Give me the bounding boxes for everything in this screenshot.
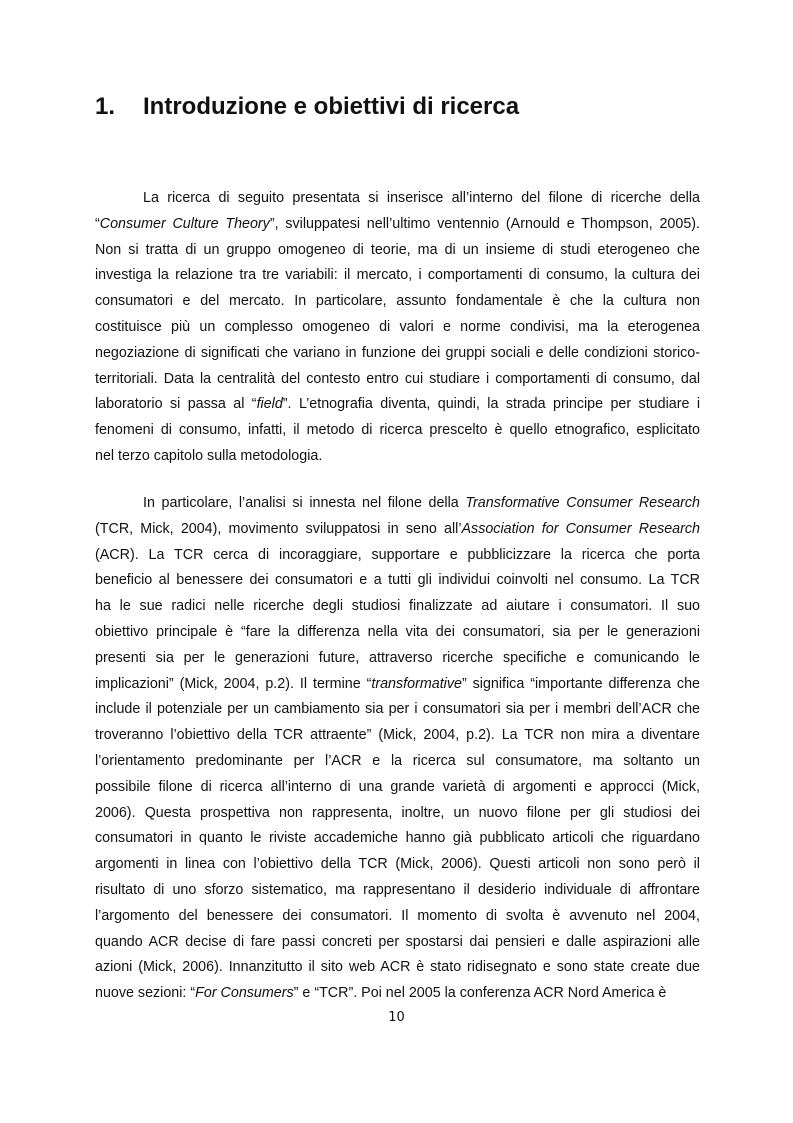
text-segment: Non si tratta di un gruppo omogeneo di teorie, ma di un insieme di studi eterogeneo che	[95, 241, 700, 258]
text-segment: (ACR). La TCR cerca di incoraggiare, supportare e pubblicizzare la ricerca che porta	[95, 546, 700, 563]
text-line	[95, 212, 700, 238]
paragraph-1	[95, 186, 700, 470]
text-line	[95, 930, 700, 956]
text-line	[95, 568, 700, 594]
text-segment: nuove sezioni: “	[95, 985, 196, 1002]
text-segment: costituisce più un complesso omogeneo di valori e norme condivisi, ma la eterogenea	[95, 318, 700, 335]
text-line	[95, 517, 700, 543]
text-line	[95, 852, 700, 878]
text-segment: l’orientamento predominante per l’ACR e la ricerca sul consumatore, ma soltanto un	[95, 752, 700, 769]
text-segment: azioni (Mick, 2006). Innanzitutto il sito web ACR è stato ridisegnato e sono state create due	[95, 959, 700, 976]
italic-term: For Consumers	[195, 985, 294, 1002]
text-line	[95, 620, 700, 646]
text-line	[95, 775, 700, 801]
text-line	[95, 672, 700, 698]
text-line	[95, 444, 700, 470]
text-line	[95, 238, 700, 264]
text-segment: consumatori e del mercato. In particolare, assunto fondamentale è che la cultura non	[95, 293, 700, 310]
text-line	[95, 723, 700, 749]
text-segment: argomenti in linea con l’obiettivo della TCR (Mick, 2006). Questi articoli non sono però il	[95, 856, 700, 873]
text-line	[95, 418, 700, 444]
text-segment: ” e “TCR”. Poi nel 2005 la conferenza ACR Nord America è	[293, 985, 667, 1002]
text-line	[95, 392, 700, 418]
text-line	[95, 367, 700, 393]
text-segment: La ricerca di seguito presentata si inserisce all’interno del filone di ricerche della	[143, 190, 700, 206]
text-segment: In particolare, l’analisi si innesta nel filone della	[143, 495, 466, 511]
italic-term: Association for Consumer Research	[461, 520, 700, 537]
text-segment: risultato di uno sforzo sistematico, ma rappresentano il desiderio individuale di affrontare	[95, 881, 700, 898]
text-segment: presenti sia per le generazioni future, attraverso ricerche specifiche e comunicando le	[95, 649, 700, 666]
text-line	[95, 697, 700, 723]
chapter-heading	[95, 92, 519, 122]
text-segment: obiettivo principale è “fare la differenza nella vita dei consumatori, sia per le generazioni	[95, 623, 700, 640]
italic-term: Transformative Consumer Research	[465, 495, 701, 511]
text-line	[95, 826, 700, 852]
text-segment: investiga la relazione tra tre variabili: il mercato, i comportamenti di consumo, la cultura dei	[95, 267, 700, 284]
text-line	[95, 315, 700, 341]
text-line	[95, 801, 700, 827]
text-segment: include il potenziale per un cambiamento sia per i consumatori sia per i membri dell’ACR che	[95, 701, 700, 718]
text-segment: quando ACR decise di fare passi concreti per spostarsi dai pensieri e dalle aspirazioni alle	[95, 933, 700, 950]
text-segment: possibile filone di ricerca all’interno di una grande varietà di argomenti e approcci (Mick,	[95, 778, 700, 795]
text-line	[95, 878, 700, 904]
text-segment: fenomeni di consumo, infatti, il metodo di ricerca prescelto è quello etnografico, esplicitato	[95, 422, 700, 439]
italic-term: field	[256, 396, 283, 413]
text-segment: implicazioni” (Mick, 2004, p.2). Il termine “	[95, 675, 372, 692]
text-line	[95, 491, 700, 517]
text-segment: ” significa “importante differenza che	[461, 675, 700, 692]
text-line	[95, 289, 700, 315]
chapter-title: Introduzione e obiettivi di ricerca	[143, 93, 520, 120]
text-segment: negoziazione di significati che variano in funzione dei gruppi sociali e delle condizioni storico-	[95, 344, 700, 361]
text-segment: beneficio al benessere dei consumatori e a tutti gli individui coinvolti nel consumo. La TCR	[95, 572, 700, 589]
text-segment: nel terzo capitolo sulla metodologia.	[95, 447, 323, 464]
text-segment: ha le sue radici nelle ricerche degli studiosi finalizzate ad aiutare i consumatori. Il suo	[95, 598, 700, 615]
text-line	[95, 749, 700, 775]
italic-term: transformative	[371, 675, 462, 692]
text-line	[95, 955, 700, 981]
chapter-number: 1.	[95, 93, 116, 120]
text-segment: (TCR, Mick, 2004), movimento sviluppatosi in seno all’	[95, 520, 462, 537]
paragraph-2	[95, 491, 700, 1007]
text-line	[95, 263, 700, 289]
text-segment: troveranno l’obiettivo della TCR attraente” (Mick, 2004, p.2). La TCR non mira a diventare	[95, 727, 700, 744]
text-segment: 2006). Questa prospettiva non rappresenta, inoltre, un nuovo filone per gli studiosi dei	[95, 804, 700, 821]
text-line	[95, 186, 700, 212]
text-segment: “	[95, 215, 100, 232]
text-segment: l’argomento del benessere dei consumatori. Il momento di svolta è avvenuto nel 2004,	[95, 907, 700, 924]
text-line	[95, 594, 700, 620]
text-line	[95, 646, 700, 672]
text-line	[95, 341, 700, 367]
text-line	[95, 904, 700, 930]
text-line	[95, 981, 700, 1007]
text-segment: ”, sviluppatesi nell’ultimo ventennio (Arnould e Thompson, 2005).	[269, 215, 701, 232]
italic-term: Consumer Culture Theory	[99, 215, 270, 232]
text-segment: ”. L’etnografia diventa, quindi, la strada principe per studiare i	[282, 396, 700, 413]
text-segment: consumatori in quanto le riviste accademiche hanno già pubblicato articoli che riguardano	[95, 830, 700, 847]
text-segment: territoriali. Data la centralità del contesto entro cui studiare i comportamenti di consumo, dal	[95, 370, 700, 387]
text-segment: laboratorio si passa al “	[95, 396, 257, 413]
text-line	[95, 543, 700, 569]
page-number: 10	[388, 1010, 405, 1025]
